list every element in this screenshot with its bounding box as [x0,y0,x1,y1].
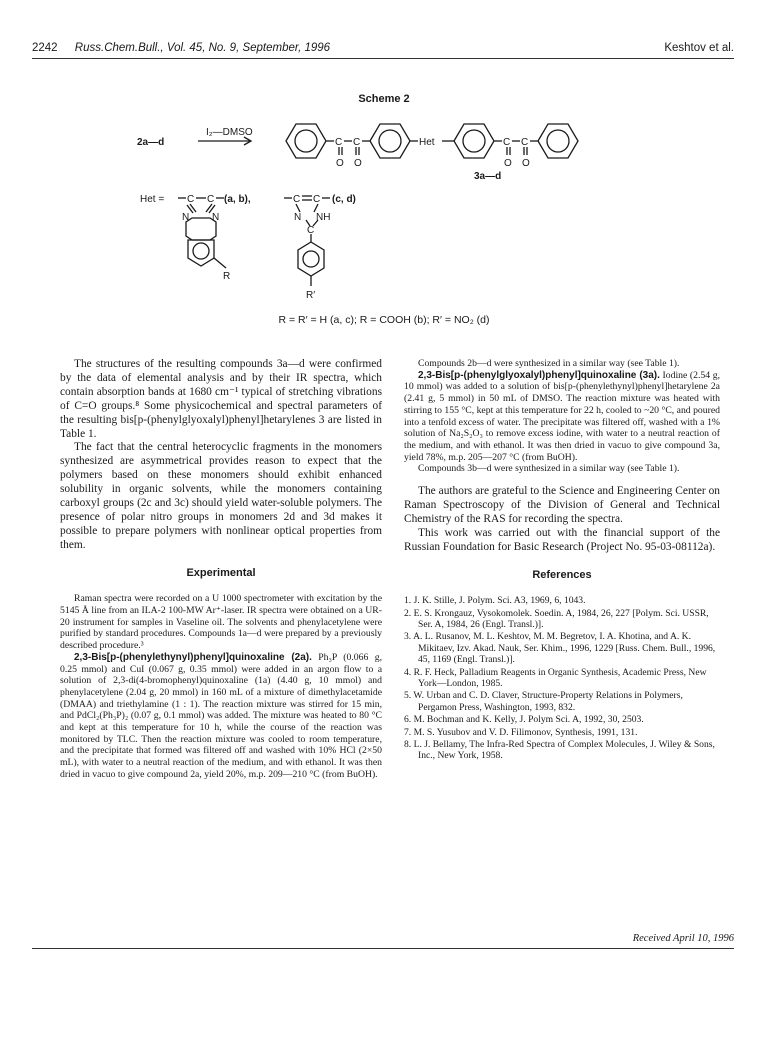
right-column [404,358,720,763]
svg-text:C: C [521,137,529,148]
left-column [60,358,382,781]
reaction-scheme [100,108,660,308]
reference-item: 3. A. L. Rusanov, M. L. Keshtov, M. M. Begretov, I. A. Khotina, and A. K. Mikitaev, Izv. Akad. Nauk, Ser. Khim., 1996, 1229 [Russ. Chem. Bull., 1996, 45, 1169 (Engl. Transl.)]. [404,631,716,666]
acknowledgement-2: This work was carried out with the financial support of the Russian Foundation for Basic Research (Project No. 95-03-08112a). [404,526,720,553]
reagent-label: I₂—DMSO [206,127,253,138]
received-date: Received April 10, 1996 [632,933,734,944]
page-number: 2242 [32,42,58,54]
experimental-paragraph-2 [60,652,382,781]
svg-text:C: C [503,137,511,148]
footer-rule [32,948,734,949]
svg-text:O: O [336,158,344,169]
experimental-paragraph-1: Raman spectra were recorded on a U 1000 spectrometer with excitation by the 5145 Å line from an ILA-2 100-MW Ar⁺-laser. IR spectra were obtained on a UR-20 instrument for samples in Vaseline oil. The solvents and phenylacetylene were purified by standard procedures. Compounds 1a—d were prepared by a previously described procedure.³ [60,593,382,652]
results-paragraph-2: The fact that the central heterocyclic fragments in the monomers synthesized are asymmetrical provides reason to expect that the polymers based on these monomers should exhibit enhanced solubility in organic solvents, while the monomers containing carboxyl groups (2c and 3c) should yield water-soluble polymers. The presence of polar nitro groups in monomers 2d and 3d makes it possible to prepare polymers with nonlinear optical properties from them. [60,441,382,551]
header-rule [32,58,734,59]
experimental-heading: Experimental [186,566,256,579]
svg-text:O: O [354,158,362,169]
reference-item: 1. J. K. Stille, J. Polym. Sci. A3, 1969, 6, 1043. [404,595,586,607]
reference-item: 8. L. J. Bellamy, The Infra-Red Spectra of Complex Molecules, J. Wiley & Sons, Inc., New York, 1958. [404,739,715,762]
procedure-body-3a: Iodine (2.54 g, 10 mmol) was added to a solution of bis[p-(phenylethynyl)phenyl]hetarylene 2a (2.41 g, 5 mmol) in 50 mL of DMSO. The reaction mixture was heated with stirring to 155 °C, kept at this temperature for 22 h, cooled to ~20 °C, and poured into a tenfold excess of water. The precipitate was filtered off, washed with a 1% solution of Na₂S₂O₃ to remove excess iodine, with water to a neutral reaction of the medium, and with ethanol. It was then dried in vacuo to give compound 3a, yield 78%, m.p. 205—207 °C (from BuOH). [404,369,720,463]
synthesis-note-2bd: Compounds 2b—d were synthesized in a similar way (see Table 1). [418,358,680,369]
procedure-title-3a: 2,3-Bis[p-(phenylglyoxalyl)phenyl]quinoxaline (3a). [418,369,660,381]
reference-item: 6. M. Bochman and K. Kelly, J. Polym Sci. A, 1992, 30, 2503. [404,714,644,726]
reference-item: 5. W. Urban and C. D. Claver, Structure-Property Relations in Polymers, Pergamon Press, Washington, 1993, 832. [404,690,683,713]
results-paragraph-1: The structures of the resulting compounds 3a—d were confirmed by the data of elemental analysis and by their IR spectra, which contain absorption bands at 1680 cm⁻¹ typical of stretching vibrations of C=O groups.⁸ Some physicochemical and spectral parameters of the resulting bis[p-(phenylglyoxalyl)phenyl]hetarylenes 3 are listed in Table 1. [60,358,382,440]
svg-text:C: C [293,194,301,205]
procedure-body-2a: Ph₃P (0.066 g, 0.25 mmol) and CuI (0.067 g, 0.35 mmol) were added in an argon flow to a solution of 2,3-di(4-bromophenyl)quinoxaline (1a) (4.40 g, 10 mmol) and phenylacetylene (2.04 g, 20 mmol) in 160 mL of a mixture of dimethylacetamide (DMAA) and triethylamine (1 : 1). The reaction mixture was stirred for 15 min, and PdCl₂(Ph₃P)₂ (0.07 g, 0.1 mmol) was added. The mixture was heated to 80 °C and kept at this temperature for 10 h, while the course of the reaction was monitored by TLC. Then the reaction mixture was cooled to room temperature, and the precipitate that formed was filtered off and washed with 10% HCl (2×50 mL), with water to a neutral reaction of the medium, and with ethanol. It was then dried in vacuo to give compound 2a, yield 20%, m.p. 209—210 °C (from BuOH). [60,651,382,780]
reference-item: 4. R. F. Heck, Palladium Reagents in Organic Synthesis, Academic Press, New York—London, 1985. [404,666,707,689]
svg-text:N: N [212,212,220,223]
svg-text:O: O [504,158,512,169]
references-heading: References [532,568,592,581]
svg-text:N: N [294,212,302,223]
reference-item: 7. M. S. Yusubov and V. D. Filimonov, Synthesis, 1991, 131. [404,726,638,738]
reactant-label: 2a—d [137,137,165,148]
svg-text:C: C [207,194,215,205]
svg-text:C: C [187,194,195,205]
het-label: Het [419,137,435,148]
scheme-legend: R = R′ = H (a, c); R = COOH (b); R′ = NO₂ (d) [278,314,490,326]
reference-item: 2. E. S. Krongauz, Vysokomolek. Soedin. A, 1984, 26, 227 [Polym. Sci. USSR, Ser. A, 1984, 26 (Engl. Transl.)]. [404,607,709,630]
scheme-title: Scheme 2 [358,93,410,105]
svg-text:R: R [223,271,231,282]
acknowledgement-1: The authors are grateful to the Science and Engineering Center on Raman Spectroscopy of the Division of General and Technical Chemistry of the RAS for recording the spectra. [404,485,720,525]
procedure-title-2a: 2,3-Bis[p-(phenylethynyl)phenyl]quinoxaline (2a). [74,651,312,663]
svg-text:O: O [522,158,530,169]
svg-text:C: C [307,225,315,236]
reference-list [404,595,720,762]
het-option-ab: (a, b), [224,194,251,205]
carbon-label: C [335,137,343,148]
svg-text:NH: NH [316,212,331,223]
het-definition-label: Het = [140,194,165,205]
svg-text:N: N [182,212,190,223]
synthesis-note-3bd: Compounds 3b—d were synthesized in a similar way (see Table 1). [418,463,680,475]
procedure-paragraph-3a [404,370,720,464]
journal-citation: Russ.Chem.Bull., Vol. 45, No. 9, September, 1996 [74,42,331,54]
svg-text:C: C [313,194,321,205]
product-label: 3a—d [474,171,502,182]
running-header-left [32,42,330,54]
het-option-cd: (c, d) [332,194,356,205]
svg-text:R′: R′ [306,290,316,301]
running-header-authors: Keshtov et al. [664,42,734,54]
svg-text:C: C [353,137,361,148]
